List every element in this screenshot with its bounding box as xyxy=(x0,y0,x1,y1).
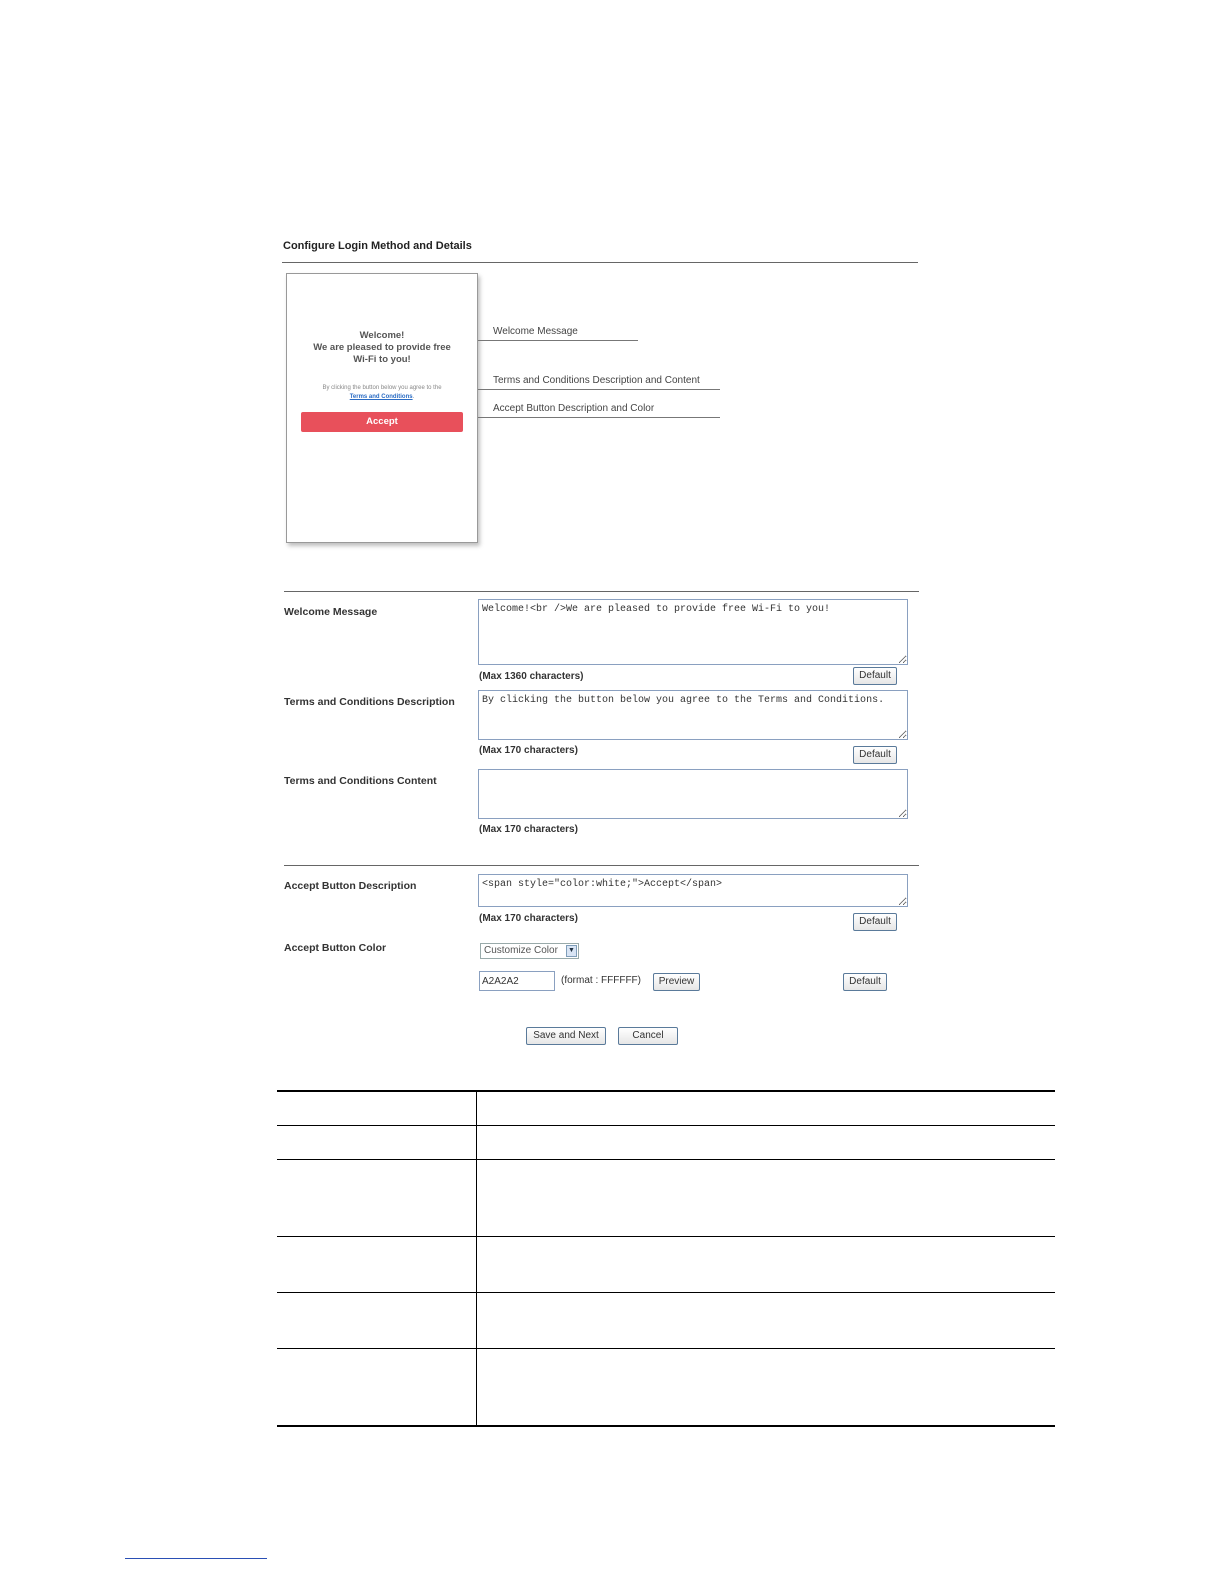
login-page-preview xyxy=(286,273,478,543)
preview-welcome-line-2: We are pleased to provide free xyxy=(313,342,451,353)
preview-button[interactable]: Preview xyxy=(653,973,700,991)
title-divider xyxy=(282,262,918,263)
callout-terms: Terms and Conditions Description and Content xyxy=(493,375,700,386)
table-bottom-border xyxy=(277,1425,1055,1427)
color-hex-input[interactable] xyxy=(479,971,555,991)
table-column-divider xyxy=(476,1091,477,1426)
color-mode-select[interactable] xyxy=(480,943,579,959)
form-divider-middle xyxy=(284,865,919,866)
table-row-divider xyxy=(277,1348,1055,1349)
preview-terms-text: By clicking the button below you agree to the xyxy=(322,385,442,391)
terms-content-max: (Max 170 characters) xyxy=(479,824,578,835)
welcome-default-button[interactable]: Default xyxy=(853,667,897,685)
table-row-divider xyxy=(277,1292,1055,1293)
accept-description-textarea[interactable] xyxy=(478,874,908,907)
preview-terms-suffix: . xyxy=(412,394,415,400)
cancel-button[interactable]: Cancel xyxy=(618,1027,678,1045)
preview-accept-button[interactable]: Accept xyxy=(301,412,463,432)
terms-description-default-button[interactable]: Default xyxy=(853,746,897,764)
section-title: Configure Login Method and Details xyxy=(283,240,472,252)
terms-description-label: Terms and Conditions Description xyxy=(284,696,455,708)
preview-welcome-line-3: Wi-Fi to you! xyxy=(353,354,411,365)
callout-line-terms xyxy=(478,389,720,390)
form-divider-top xyxy=(284,591,919,592)
terms-description-textarea[interactable] xyxy=(478,690,908,740)
preview-welcome-line-1: Welcome! xyxy=(359,330,405,341)
accept-description-max: (Max 170 characters) xyxy=(479,913,578,924)
color-format-hint: (format : FFFFFF) xyxy=(561,975,641,986)
welcome-message-textarea[interactable] xyxy=(478,599,908,665)
terms-content-label: Terms and Conditions Content xyxy=(284,775,437,787)
accept-color-default-button[interactable]: Default xyxy=(843,973,887,991)
preview-terms-link[interactable]: Terms and Conditions xyxy=(349,394,413,400)
preview-welcome-message xyxy=(287,330,477,366)
color-mode-value: Customize Color xyxy=(484,945,558,956)
callout-line-welcome xyxy=(478,340,638,341)
callout-accept: Accept Button Description and Color xyxy=(493,403,655,414)
callout-welcome-message: Welcome Message xyxy=(493,326,578,337)
accept-color-label: Accept Button Color xyxy=(284,942,387,954)
save-and-next-button[interactable]: Save and Next xyxy=(526,1027,606,1045)
callout-line-accept xyxy=(478,417,720,418)
table-row-divider xyxy=(277,1236,1055,1237)
table-row-divider xyxy=(277,1159,1055,1160)
accept-description-label: Accept Button Description xyxy=(284,880,417,892)
terms-content-textarea[interactable] xyxy=(478,769,908,819)
chevron-down-icon[interactable]: ▼ xyxy=(566,945,577,957)
preview-terms-description xyxy=(287,384,477,402)
table-top-border xyxy=(277,1090,1055,1092)
terms-description-max: (Max 170 characters) xyxy=(479,745,578,756)
welcome-message-max: (Max 1360 characters) xyxy=(479,671,584,682)
footer-link-underline xyxy=(125,1558,267,1559)
accept-description-default-button[interactable]: Default xyxy=(853,913,897,931)
table-row-divider xyxy=(277,1125,1055,1126)
welcome-message-label: Welcome Message xyxy=(284,606,378,618)
